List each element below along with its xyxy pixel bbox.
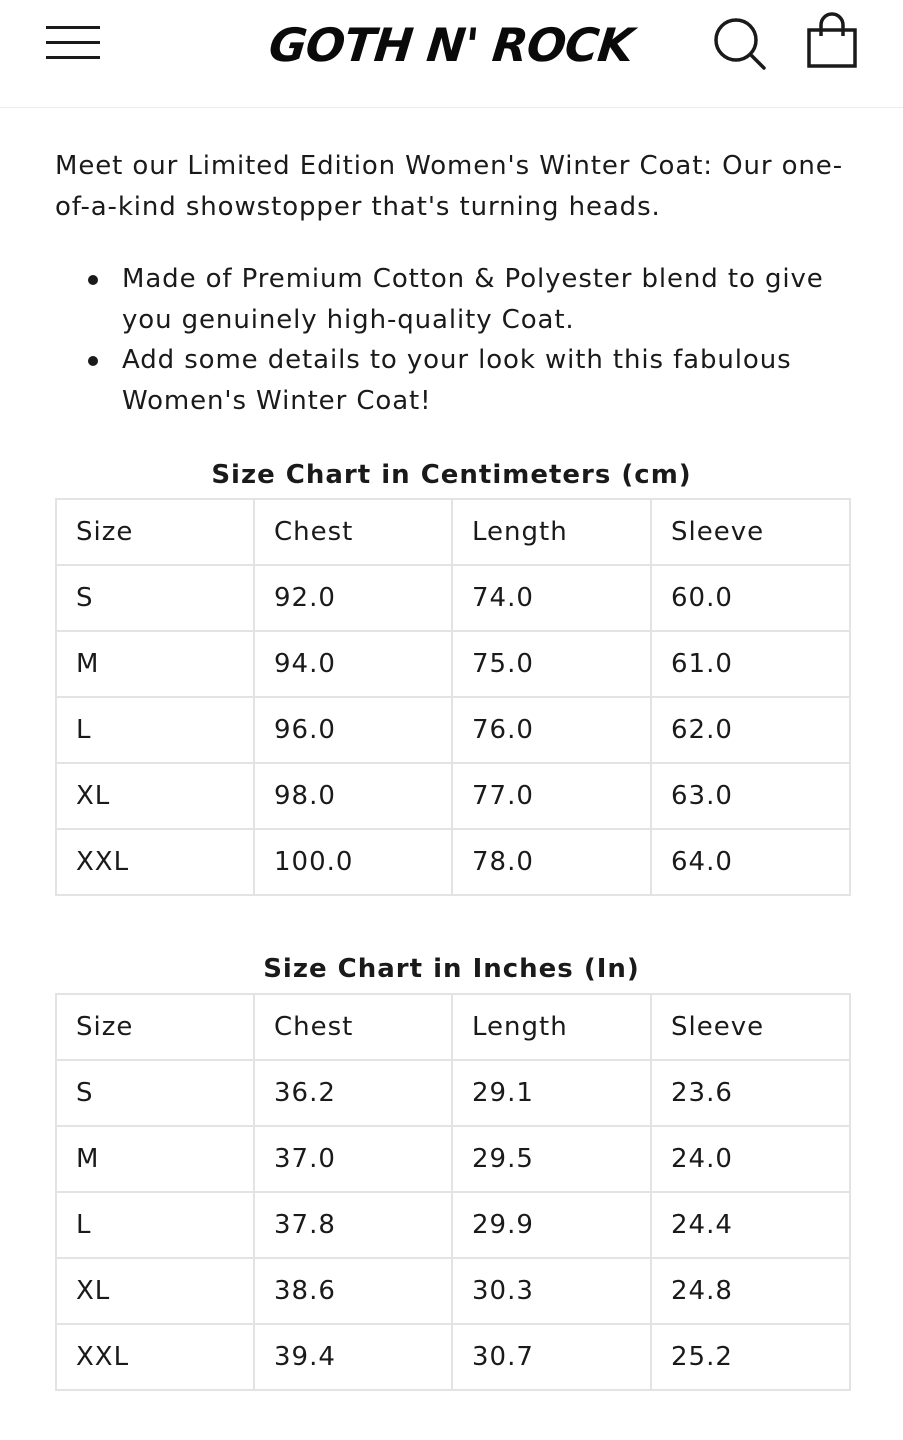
header-cell: Size bbox=[56, 994, 254, 1060]
feature-text: Made of Premium Cotton & Polyester blend to give you genuinely high-quality Coat. bbox=[122, 264, 824, 335]
list-item bbox=[122, 340, 849, 421]
table-cell: L bbox=[56, 1192, 254, 1258]
table-cell: XXL bbox=[56, 1324, 254, 1390]
hamburger-menu-icon-bar bbox=[46, 41, 100, 44]
header-cell: Chest bbox=[254, 994, 452, 1060]
hamburger-menu-icon bbox=[46, 26, 100, 29]
size-chart-cm-title: Size Chart in Centimeters (cm) bbox=[211, 460, 692, 490]
table-cell: 94.0 bbox=[254, 631, 452, 697]
table-row bbox=[56, 1060, 850, 1126]
table-cell: 62.0 bbox=[651, 697, 850, 763]
table-cell: 29.9 bbox=[452, 1192, 651, 1258]
table-cell: 76.0 bbox=[452, 697, 651, 763]
feature-list bbox=[55, 259, 849, 421]
table-cell: S bbox=[56, 1060, 254, 1126]
table-row bbox=[56, 763, 850, 829]
table-cell: M bbox=[56, 631, 254, 697]
table-cell: 29.5 bbox=[452, 1126, 651, 1192]
size-chart-cm-table bbox=[55, 498, 851, 896]
table-row bbox=[56, 829, 850, 895]
table-cell: 39.4 bbox=[254, 1324, 452, 1390]
header-cell: Length bbox=[452, 499, 651, 565]
table-cell: XL bbox=[56, 1258, 254, 1324]
table-cell: 61.0 bbox=[651, 631, 850, 697]
list-item bbox=[122, 259, 849, 340]
table-cell: M bbox=[56, 1126, 254, 1192]
table-cell: 24.4 bbox=[651, 1192, 850, 1258]
table-cell: S bbox=[56, 565, 254, 631]
table-cell: 37.0 bbox=[254, 1126, 452, 1192]
header-cell: Sleeve bbox=[651, 499, 850, 565]
header-cell: Chest bbox=[254, 499, 452, 565]
table-cell: 37.8 bbox=[254, 1192, 452, 1258]
table-cell: 92.0 bbox=[254, 565, 452, 631]
shopping-bag-icon bbox=[804, 10, 860, 70]
table-cell: 98.0 bbox=[254, 763, 452, 829]
table-cell: 30.3 bbox=[452, 1258, 651, 1324]
table-cell: 75.0 bbox=[452, 631, 651, 697]
feature-text: Add some details to your look with this fabulous Women's Winter Coat! bbox=[122, 345, 792, 416]
table-cell: 25.2 bbox=[651, 1324, 850, 1390]
table-row bbox=[56, 697, 850, 763]
table-cell: 36.2 bbox=[254, 1060, 452, 1126]
bullet-icon bbox=[88, 356, 98, 366]
table-cell: XL bbox=[56, 763, 254, 829]
header-cell: Size bbox=[56, 499, 254, 565]
search-icon bbox=[710, 14, 768, 72]
table-row bbox=[56, 631, 850, 697]
menu-button[interactable] bbox=[40, 18, 104, 66]
header-cell: Sleeve bbox=[651, 994, 850, 1060]
table-header-row bbox=[56, 499, 850, 565]
intro-text: Meet our Limited Edition Women's Winter Coat: Our one-of-a-kind showstopper that's turning heads. bbox=[55, 151, 843, 222]
hamburger-menu-icon-bar bbox=[46, 56, 100, 59]
table-cell: 96.0 bbox=[254, 697, 452, 763]
table-cell: 24.0 bbox=[651, 1126, 850, 1192]
table-row bbox=[56, 1192, 850, 1258]
bullet-icon bbox=[88, 275, 98, 285]
table-row bbox=[56, 565, 850, 631]
table-cell: 38.6 bbox=[254, 1258, 452, 1324]
table-cell: XXL bbox=[56, 829, 254, 895]
table-cell: 78.0 bbox=[452, 829, 651, 895]
table-cell: 60.0 bbox=[651, 565, 850, 631]
search-button[interactable] bbox=[710, 14, 768, 72]
table-cell: 63.0 bbox=[651, 763, 850, 829]
site-header bbox=[0, 0, 903, 108]
product-description bbox=[55, 146, 849, 421]
table-cell: 30.7 bbox=[452, 1324, 651, 1390]
header-cell: Length bbox=[452, 994, 651, 1060]
cart-button[interactable] bbox=[804, 10, 860, 70]
table-cell: 100.0 bbox=[254, 829, 452, 895]
table-cell: 24.8 bbox=[651, 1258, 850, 1324]
table-row bbox=[56, 1258, 850, 1324]
table-header-row bbox=[56, 994, 850, 1060]
table-cell: 77.0 bbox=[452, 763, 651, 829]
table-cell: L bbox=[56, 697, 254, 763]
table-cell: 23.6 bbox=[651, 1060, 850, 1126]
table-row bbox=[56, 1126, 850, 1192]
size-chart-in-title: Size Chart in Inches (In) bbox=[263, 954, 640, 984]
table-cell: 74.0 bbox=[452, 565, 651, 631]
table-cell: 64.0 bbox=[651, 829, 850, 895]
table-cell: 29.1 bbox=[452, 1060, 651, 1126]
site-logo[interactable]: GOTH N' ROCK bbox=[266, 18, 636, 72]
size-chart-in-table bbox=[55, 993, 851, 1391]
table-row bbox=[56, 1324, 850, 1390]
